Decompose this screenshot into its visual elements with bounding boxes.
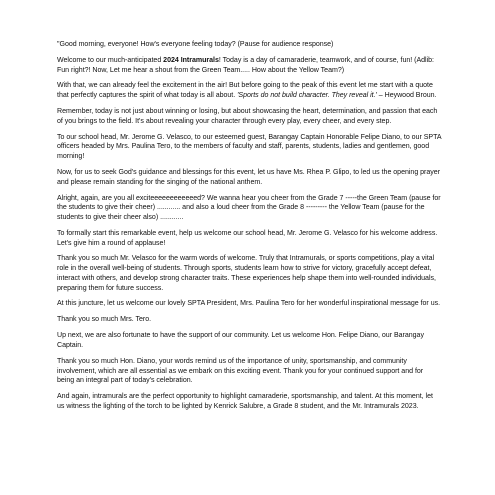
acknowledgement-paragraph: To our school head, Mr. Jerome G. Velasco, to our esteemed guest, Barangay Captain Honorable Felipe Diano, to our SPTA officers headed by Mrs. Paulina Tero, to the members of faculty and staff, parents, students, ladies and gentlemen, good morning! (57, 133, 442, 161)
spta-paragraph: At this juncture, let us welcome our lovely SPTA President, Mrs. Paulina Tero for her wonderful inspirational message for us. (57, 300, 441, 308)
greeting-paragraph: "Good morning, everyone! How's everyone feeling today? (Pause for audience response) (57, 41, 334, 48)
welcome-text-start: Welcome to our much-anticipated (57, 56, 164, 64)
quote-paragraph (57, 81, 442, 100)
torch-paragraph: And again, intramurals are the perfect opportunity to highlight camaraderie, sportsmanship, and talent. At this moment, let us witness the lighting of the torch to be lighted by Kenrick Salubre, a Grade 8 student, and the Mr. Intramurals 2023. (57, 393, 433, 410)
prayer-paragraph: Now, for us to seek God's guidance and blessings for this event, let us have Ms. Rhea P. Glipo, to led us the opening prayer and please remain standing for the singing of the national anthem. (57, 168, 441, 186)
welcome-address-paragraph: To formally start this remarkable event, help us welcome our school head, Mr. Jerome G. Velasco for his welcome address. Let's give him a round of applause! (57, 229, 438, 247)
reminder-paragraph: Remember, today is not just about winning or losing, but about showcasing the heart, determination, and passion that each of you brings to the field. It's about revealing your character through every play, every cheer, and every step. (57, 108, 438, 125)
thanks-tero-paragraph: Thank you so much Mrs. Tero. (57, 316, 152, 324)
event-name: 2024 Intramurals (163, 56, 219, 64)
community-paragraph: Up next, we are also fortunate to have the support of our community. Let us welcome Hon. Felipe Diano, our Barangay Captain. (57, 332, 424, 349)
thanks-diano-paragraph: Thank you so much Hon. Diano, your words remind us of the importance of unity, sportsmanship, and community involvement, which are all essential as we embark on this exciting event. Thank you for your continued support and for being an integral part of today's celebration. (57, 357, 424, 385)
welcome-text-end: ! Today is a day of camaraderie, teamwork, and of course, fun! (Adlib: Fun right?! Now, Let me hear a shout from the Green Team..... How about the Yellow Team?) (57, 56, 434, 74)
document-page (57, 40, 442, 418)
quote-text: 'Sports do not build character. They reveal it.' (237, 92, 377, 100)
cheer-paragraph: Alright, again, are you all exciteeeeeeeeeeeed? We wanna hear you cheer from the Grade 7 -----the Green Team (pause for the students to give their cheer) ............ and also a loud cheer from the Grade 8 --------- the Yellow Team (pause for the students to give their cheer also) ............ (57, 194, 441, 221)
thanks-velasco-paragraph: Thank you so much Mr. Velasco for the warm words of welcome. Truly that Intramurals, or sports competitions, play a vital role in the overall well-being of students. Through sports, students learn how to strive for victory, gracefully accept defeat, interact with others, and develop strong character traits. These experiences help shape them into well-rounded individuals, preparing them for future success. (57, 255, 436, 292)
quote-author: – Heywood Broun. (376, 92, 437, 100)
quote-intro: With that, we can already feel the excitement in the air! But before going to the peak of this event let me start with a quote that perfectly captures the spirit of what today is all about. (57, 82, 433, 100)
welcome-paragraph (57, 56, 442, 75)
